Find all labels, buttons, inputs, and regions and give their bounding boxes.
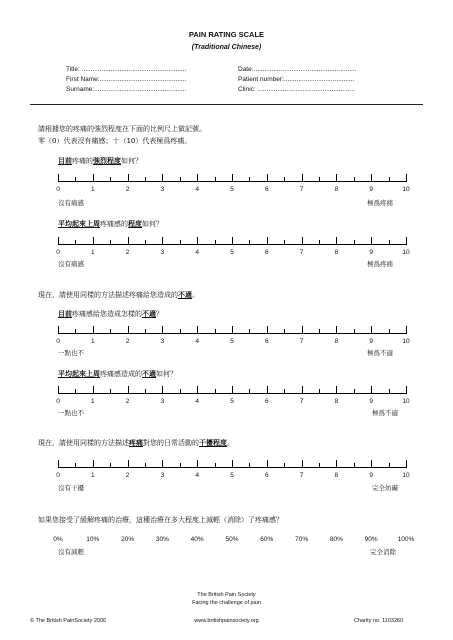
scale-tick — [284, 463, 285, 468]
percent-option[interactable]: 0% — [53, 536, 63, 543]
scale-tick — [406, 386, 407, 394]
scale-tick — [232, 460, 233, 468]
footer-charity: Charity no. 1103260 — [354, 618, 404, 624]
scale-number: 10 — [402, 472, 410, 479]
scale-number: 9 — [369, 472, 373, 479]
scale-tick — [371, 326, 372, 334]
title-field[interactable]: Title: .......................................................... — [66, 66, 187, 73]
scale-tick — [284, 177, 285, 182]
footer-copyright: © The British PainSociety 2006 — [30, 618, 107, 624]
percent-option[interactable]: 40% — [190, 536, 204, 543]
scale-number: 2 — [125, 472, 130, 479]
scale-number: 1 — [90, 249, 95, 256]
scale-left-label: 沒有痛感 — [58, 260, 84, 268]
scale-left-label: 沒有痛感 — [58, 199, 84, 207]
scale-tick — [319, 240, 320, 245]
scale-tick — [75, 240, 76, 245]
scale-tick — [93, 460, 94, 468]
scale-number: 0 — [56, 249, 60, 256]
surname-field[interactable]: Surname:................................................... — [66, 86, 187, 93]
scale-tick — [110, 389, 111, 394]
scale-numbers — [56, 472, 410, 481]
scale-tick — [389, 389, 390, 394]
scale-tick — [215, 240, 216, 245]
question-average-intensity: 平均起來上周疼痛感的程度如何？ — [58, 220, 163, 228]
scale-tick — [110, 329, 111, 334]
scale-average-intensity[interactable] — [58, 235, 406, 245]
scale-tick — [389, 240, 390, 245]
scale-tick — [406, 460, 407, 468]
scale-number: 1 — [90, 398, 95, 405]
scale-tick — [406, 174, 407, 182]
scale-tick — [93, 326, 94, 334]
scale-number: 5 — [230, 186, 234, 193]
header-divider — [30, 104, 423, 105]
scale-tick — [302, 237, 303, 245]
scale-left-label: 沒有干擾 — [58, 484, 84, 492]
footer-website[interactable]: www.britishpainsociety.org — [194, 618, 259, 624]
scale-tick — [162, 326, 163, 334]
scale-number: 6 — [264, 186, 269, 193]
scale-number: 8 — [334, 186, 339, 193]
scale-tick — [215, 329, 216, 334]
scale-right-label: 極爲不適 — [372, 409, 398, 417]
scale-tick — [58, 326, 59, 334]
scale-number: 1 — [90, 338, 95, 345]
scale-number: 2 — [125, 338, 130, 345]
scale-tick — [319, 389, 320, 394]
scale-interference[interactable] — [58, 458, 406, 468]
scale-number: 10 — [402, 249, 410, 256]
scale-numbers — [56, 186, 410, 195]
scale-tick — [145, 240, 146, 245]
scale-number: 2 — [125, 398, 130, 405]
scale-tick — [128, 386, 129, 394]
scale-tick — [197, 237, 198, 245]
scale-number: 4 — [195, 398, 199, 405]
scale-tick — [145, 177, 146, 182]
scale-tick — [110, 240, 111, 245]
scale-tick — [232, 237, 233, 245]
percent-option[interactable]: 100% — [397, 536, 415, 543]
scale-number: 7 — [299, 186, 304, 193]
scale-number: 6 — [264, 249, 269, 256]
scale-tick — [75, 389, 76, 394]
scale-number: 10 — [402, 186, 410, 193]
scale-number: 0 — [56, 398, 60, 405]
scale-number: 1 — [90, 472, 95, 479]
first-name-field[interactable]: First Name:................................................ — [66, 76, 187, 83]
scale-numbers — [56, 398, 410, 407]
scale-tick — [249, 389, 250, 394]
scale-tick — [128, 237, 129, 245]
scale-tick — [145, 463, 146, 468]
scale-number: 2 — [125, 186, 130, 193]
scale-tick — [284, 329, 285, 334]
scale-tick — [180, 329, 181, 334]
scale-tick — [319, 329, 320, 334]
percent-option[interactable]: 60% — [260, 536, 274, 543]
scale-tick — [267, 460, 268, 468]
scale-tick — [58, 460, 59, 468]
scale-number: 4 — [195, 338, 199, 345]
scale-number: 10 — [402, 398, 410, 405]
scale-tick — [58, 237, 59, 245]
scale-tick — [162, 174, 163, 182]
scale-tick — [145, 389, 146, 394]
scale-tick — [249, 177, 250, 182]
scale-tick — [180, 463, 181, 468]
scale-tick — [128, 326, 129, 334]
scale-tick — [371, 460, 372, 468]
scale-tick — [180, 240, 181, 245]
scale-current-discomfort[interactable] — [58, 324, 406, 334]
percent-left-label: 沒有減輕 — [58, 548, 84, 556]
scale-tick — [232, 174, 233, 182]
scale-tick — [336, 174, 337, 182]
scale-tick — [249, 240, 250, 245]
scale-tick — [354, 177, 355, 182]
scale-tick — [249, 463, 250, 468]
scale-right-label: 極爲疼痛 — [367, 260, 393, 268]
scale-number: 7 — [299, 249, 304, 256]
scale-tick — [180, 177, 181, 182]
scale-tick — [197, 326, 198, 334]
page-subtitle: (Traditional Chinese) — [191, 44, 262, 51]
scale-tick — [336, 460, 337, 468]
footer-org: The British Pain Society — [197, 592, 256, 598]
scale-tick — [93, 237, 94, 245]
question-current-intensity: 目前疼痛的強烈程度如何？ — [58, 157, 142, 165]
scale-number: 7 — [299, 398, 304, 405]
scale-tick — [93, 174, 94, 182]
scale-number: 5 — [230, 472, 234, 479]
scale-tick — [354, 329, 355, 334]
scale-tick — [389, 329, 390, 334]
scale-tick — [197, 460, 198, 468]
section-treatment-question: 如果您接受了緩解疼痛的治療，這種治療在多大程度上減輕（消除）了疼痛感？ — [38, 516, 283, 524]
question-current-discomfort: 目前疼痛感給您造成怎樣的不適？ — [58, 310, 163, 318]
scale-number: 9 — [369, 249, 373, 256]
scale-number: 1 — [90, 186, 95, 193]
scale-number: 5 — [230, 249, 234, 256]
scale-number: 0 — [56, 338, 60, 345]
scale-tick — [336, 237, 337, 245]
scale-tick — [354, 240, 355, 245]
scale-tick — [267, 386, 268, 394]
scale-number: 6 — [264, 398, 269, 405]
scale-tick — [75, 329, 76, 334]
percent-right-label: 完全消除 — [370, 548, 396, 556]
date-field[interactable]: Date:......................................................... — [238, 66, 357, 73]
scale-number: 5 — [230, 338, 234, 345]
scale-numbers — [56, 249, 410, 258]
scale-number: 9 — [369, 186, 373, 193]
scale-tick — [215, 463, 216, 468]
scale-tick — [110, 177, 111, 182]
page-title: PAIN RATING SCALE — [188, 30, 265, 39]
scale-number: 7 — [299, 472, 304, 479]
scale-tick — [371, 386, 372, 394]
scale-right-label: 極爲疼痛 — [367, 199, 393, 207]
scale-tick — [249, 329, 250, 334]
scale-tick — [215, 177, 216, 182]
scale-number: 9 — [369, 338, 373, 345]
scale-tick — [336, 386, 337, 394]
section-discomfort-intro: 現在，請使用同樣的方法描述疼痛給您造成的不適。 — [38, 291, 199, 299]
scale-number: 3 — [160, 249, 165, 256]
scale-tick — [302, 174, 303, 182]
scale-tick — [267, 326, 268, 334]
percent-option[interactable]: 80% — [329, 536, 343, 543]
scale-number: 4 — [195, 186, 199, 193]
scale-tick — [406, 326, 407, 334]
scale-number: 3 — [160, 472, 165, 479]
footer-tagline: Facing the challenge of pain — [192, 600, 261, 606]
scale-tick — [93, 386, 94, 394]
scale-tick — [145, 329, 146, 334]
scale-number: 6 — [264, 472, 269, 479]
scale-tick — [267, 174, 268, 182]
scale-number: 6 — [264, 338, 269, 345]
scale-tick — [197, 386, 198, 394]
scale-right-label: 完全妨礙 — [372, 484, 398, 492]
scale-number: 0 — [56, 186, 60, 193]
scale-tick — [319, 177, 320, 182]
scale-tick — [302, 386, 303, 394]
scale-tick — [162, 460, 163, 468]
scale-tick — [110, 463, 111, 468]
scale-numbers — [56, 338, 410, 347]
scale-tick — [180, 389, 181, 394]
scale-tick — [284, 389, 285, 394]
scale-number: 4 — [195, 472, 199, 479]
scale-tick — [267, 237, 268, 245]
scale-number: 3 — [160, 186, 165, 193]
intro-line-2: 零（0）代表沒有痛感；十（10）代表極爲疼痛。 — [38, 137, 192, 145]
scale-number: 4 — [195, 249, 199, 256]
scale-number: 10 — [402, 338, 410, 345]
intro-line-1: 請根據您的疼痛的強烈程度在下面的比例尺上做記號。 — [38, 125, 206, 133]
scale-tick — [215, 389, 216, 394]
percent-option[interactable]: 10% — [86, 536, 100, 543]
question-average-discomfort: 平均起來上周疼痛感造成的不適如何？ — [58, 370, 177, 378]
scale-tick — [319, 463, 320, 468]
scale-tick — [128, 460, 129, 468]
percent-scale[interactable] — [53, 536, 415, 545]
scale-tick — [354, 463, 355, 468]
clinic-field[interactable]: Clinic: ...................................................... — [238, 86, 356, 93]
scale-number: 2 — [125, 249, 130, 256]
scale-number: 7 — [299, 338, 304, 345]
scale-tick — [58, 386, 59, 394]
scale-tick — [162, 237, 163, 245]
scale-tick — [197, 174, 198, 182]
percent-option[interactable]: 20% — [121, 536, 135, 543]
scale-right-label: 極爲不適 — [367, 349, 393, 357]
patient-number-field[interactable]: Patient number:....................................... — [238, 76, 355, 83]
scale-average-discomfort[interactable] — [58, 384, 406, 394]
scale-number: 3 — [160, 398, 165, 405]
percent-option[interactable]: 90% — [364, 536, 378, 543]
scale-left-label: 一點也不 — [58, 409, 84, 417]
scale-tick — [354, 389, 355, 394]
scale-tick — [232, 386, 233, 394]
scale-tick — [284, 240, 285, 245]
percent-option[interactable]: 50% — [225, 536, 239, 543]
scale-tick — [371, 237, 372, 245]
scale-tick — [302, 326, 303, 334]
scale-number: 3 — [160, 338, 165, 345]
scale-tick — [75, 463, 76, 468]
scale-tick — [336, 326, 337, 334]
scale-tick — [389, 177, 390, 182]
percent-option[interactable]: 30% — [155, 536, 169, 543]
percent-option[interactable]: 70% — [295, 536, 309, 543]
scale-tick — [406, 237, 407, 245]
scale-tick — [75, 177, 76, 182]
scale-tick — [58, 174, 59, 182]
section-interference-intro: 現在，請使用同樣的方法描述疼痛對您的日常活動的干擾程度。 — [38, 439, 234, 447]
scale-tick — [162, 386, 163, 394]
scale-tick — [232, 326, 233, 334]
scale-number: 5 — [230, 398, 234, 405]
scale-left-label: 一點也不 — [58, 349, 84, 357]
scale-tick — [302, 460, 303, 468]
scale-tick — [371, 174, 372, 182]
scale-current-intensity[interactable] — [58, 172, 406, 182]
scale-tick — [389, 463, 390, 468]
scale-number: 8 — [334, 338, 339, 345]
scale-tick — [128, 174, 129, 182]
scale-number: 8 — [334, 472, 339, 479]
scale-number: 8 — [334, 249, 339, 256]
scale-number: 9 — [369, 398, 373, 405]
scale-number: 8 — [334, 398, 339, 405]
scale-number: 0 — [56, 472, 60, 479]
